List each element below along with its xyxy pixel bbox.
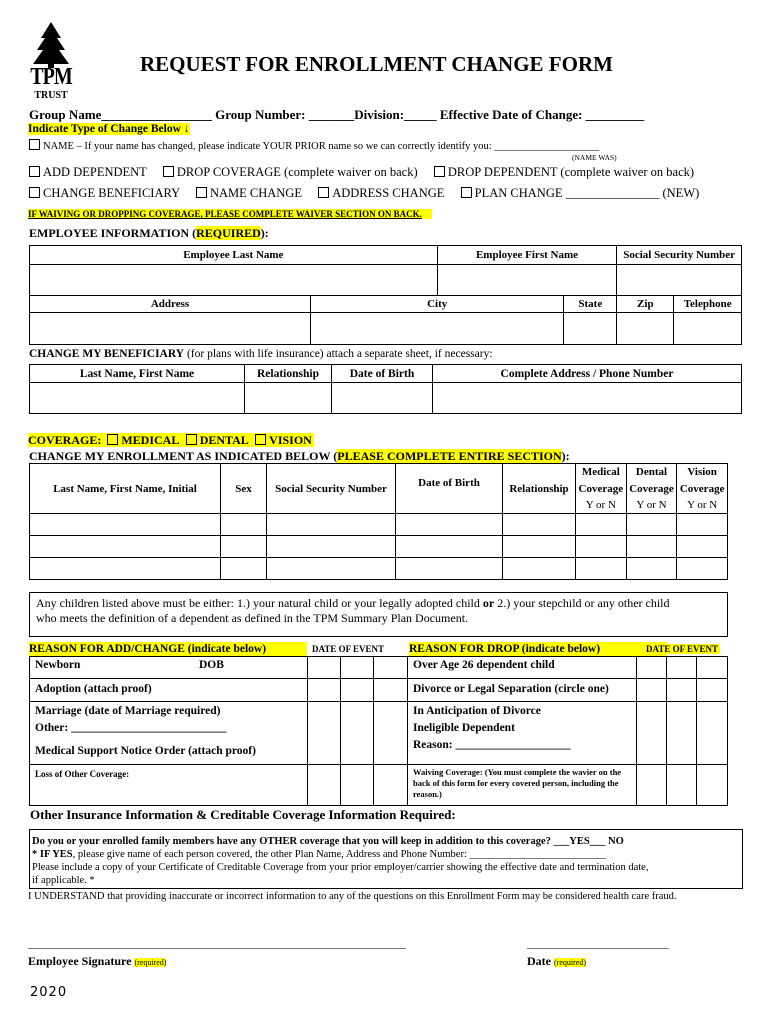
vision-header-1: Vision	[677, 464, 728, 481]
change-enrollment-heading	[29, 449, 570, 464]
other-insurance-question: Do you or your enrolled family members have any OTHER coverage that you will keep in addition to this coverage? ___YES___ NO	[32, 836, 624, 847]
ben-name-header: Last Name, First Name	[30, 365, 245, 383]
enroll-cell[interactable]	[503, 558, 576, 580]
reason-newborn-dob: DOB	[199, 659, 224, 671]
employee-info-heading	[29, 226, 269, 241]
address-change-checkbox[interactable]	[318, 187, 329, 198]
enroll-relationship-header: Relationship	[503, 464, 576, 514]
beneficiary-rest: (for plans with life insurance) attach a separate sheet, if necessary:	[184, 348, 493, 360]
vision-header-2: Coverage	[677, 481, 728, 497]
indicate-type	[28, 123, 190, 135]
drop-over26: Over Age 26 dependent child	[413, 659, 555, 671]
telephone-field[interactable]	[674, 313, 742, 345]
arrow-down-icon: ↓	[180, 123, 190, 135]
beneficiary-table	[29, 364, 742, 414]
if-yes-text: , please give name of each person covered, the other Plan Name, Address and Phone Number: __________________________	[72, 849, 606, 860]
other-insurance-box	[29, 829, 743, 889]
date-label	[527, 954, 586, 969]
telephone-header: Telephone	[674, 296, 742, 313]
date-of-event-add: DATE OF EVENT	[312, 644, 385, 654]
enroll-cell[interactable]	[30, 536, 221, 558]
children-or: or	[482, 596, 495, 610]
enroll-name-header: Last Name, First Name, Initial	[30, 464, 221, 514]
enroll-cell[interactable]	[576, 514, 627, 536]
drop-anticipation: In Anticipation of Divorce	[413, 705, 541, 717]
dental-checkbox[interactable]	[186, 434, 197, 445]
reason-loss: Loss of Other Coverage:	[35, 769, 130, 779]
enroll-cell[interactable]	[626, 558, 677, 580]
zip-header: Zip	[617, 296, 674, 313]
medical-label: MEDICAL	[121, 433, 179, 447]
enroll-cell[interactable]	[267, 558, 396, 580]
name-change-line	[29, 139, 599, 152]
employee-signature-label	[28, 954, 166, 969]
date-label-text: Date	[527, 954, 551, 968]
change-enroll-suffix: ):	[561, 449, 570, 463]
drop-coverage-label: DROP COVERAGE (complete waiver on back)	[176, 165, 418, 179]
enroll-cell[interactable]	[576, 558, 627, 580]
enroll-cell[interactable]	[677, 514, 728, 536]
change-beneficiary-label: CHANGE BENEFICIARY	[43, 186, 180, 200]
change-beneficiary-checkbox[interactable]	[29, 187, 40, 198]
beneficiary-title: CHANGE MY BENEFICIARY	[29, 348, 185, 360]
zip-field[interactable]	[617, 313, 674, 345]
enroll-cell[interactable]	[396, 558, 503, 580]
medical-header-2: Coverage	[576, 481, 627, 497]
enroll-cell[interactable]	[576, 536, 627, 558]
children-note-line-1	[36, 596, 721, 611]
enroll-cell[interactable]	[503, 514, 576, 536]
ben-address-header: Complete Address / Phone Number	[433, 365, 742, 383]
enroll-cell[interactable]	[396, 536, 503, 558]
emp-ssn-header: Social Security Number	[617, 246, 742, 265]
tpm-logo	[26, 22, 76, 102]
ben-dob-field[interactable]	[332, 383, 433, 414]
enroll-ssn-header: Social Security Number	[267, 464, 396, 514]
plan-change-label: PLAN CHANGE _______________ (NEW)	[474, 186, 700, 200]
dental-header-1: Dental	[626, 464, 677, 481]
ben-relationship-header: Relationship	[245, 365, 332, 383]
tree-icon	[31, 22, 71, 68]
drop-divorce: Divorce or Legal Separation (circle one)	[413, 683, 609, 695]
drop-ineligible: Ineligible Dependent	[413, 722, 515, 734]
please-include: Please include a copy of your Certificate of Creditable Coverage from your prior employer/carrier showing the effective date and termination date,	[32, 862, 649, 873]
children-note-2: 2.) your stepchild or any other child	[494, 596, 670, 610]
drop-coverage-checkbox[interactable]	[163, 166, 174, 177]
enroll-sex-header: Sex	[221, 464, 267, 514]
drop-dependent-label: DROP DEPENDENT (complete waiver on back)	[447, 165, 695, 179]
emp-last-name-header: Employee Last Name	[30, 246, 438, 265]
address-header: Address	[30, 296, 311, 313]
dental-label: DENTAL	[199, 433, 249, 447]
signature-required: (required)	[134, 958, 167, 967]
address-change-label: ADDRESS CHANGE	[332, 186, 445, 200]
enroll-row	[30, 558, 728, 580]
employee-info-suffix: ):	[260, 226, 269, 240]
dental-yn: Y or N	[626, 497, 677, 514]
reasons-section	[29, 642, 728, 806]
drop-reason: Reason: ____________________	[413, 739, 571, 751]
if-applicable: if applicable. *	[32, 875, 95, 886]
add-dependent-label: ADD DEPENDENT	[43, 165, 147, 179]
name-change-checkbox[interactable]	[196, 187, 207, 198]
reason-other: Other: ___________________________	[35, 722, 227, 734]
if-yes-line	[32, 848, 740, 861]
state-header: State	[564, 296, 617, 313]
enroll-cell[interactable]	[30, 514, 221, 536]
enrollment-table	[29, 463, 728, 580]
enroll-dob-header: Date of Birth	[396, 464, 503, 514]
reason-marriage: Marriage (date of Marriage required)	[35, 705, 221, 717]
emp-first-name-header: Employee First Name	[437, 246, 617, 265]
other-insurance-title: Other Insurance Information & Creditable Coverage Information Required:	[30, 807, 456, 822]
add-dependent-checkbox[interactable]	[29, 166, 40, 177]
emp-first-name-field[interactable]	[437, 265, 617, 296]
city-field[interactable]	[311, 313, 564, 345]
name-was-label: (NAME WAS)	[572, 153, 617, 162]
employee-info-table	[29, 245, 742, 345]
enroll-cell[interactable]	[677, 558, 728, 580]
enroll-row	[30, 536, 728, 558]
beneficiary-heading	[29, 348, 493, 360]
logo-tpm: TPM	[30, 63, 72, 91]
date-of-event-drop: DATE OF EVENT	[646, 644, 719, 654]
drop-waiving: Waiving Coverage: (You must complete the wavier on the back of this form for every covered person, including the reason.)	[413, 767, 622, 799]
children-note-1: Any children listed above must be either: 1.) your natural child or your legally adopted child	[36, 596, 483, 610]
options-row-1	[29, 165, 694, 180]
date-line[interactable]: ___________________________	[527, 939, 669, 950]
vision-checkbox[interactable]	[255, 434, 266, 445]
plan-change-checkbox[interactable]	[461, 187, 472, 198]
coverage-label: COVERAGE:	[28, 433, 102, 447]
state-field[interactable]	[564, 313, 617, 345]
medical-yn: Y or N	[576, 497, 627, 514]
if-yes-bold: * IF YES	[32, 849, 73, 860]
children-note-box	[29, 592, 728, 637]
enroll-cell[interactable]	[626, 514, 677, 536]
ben-address-field[interactable]	[433, 383, 742, 414]
options-row-2	[29, 186, 699, 201]
employee-signature-text: Employee Signature	[28, 954, 132, 968]
emp-ssn-field[interactable]	[617, 265, 742, 296]
form-year: 2020	[30, 985, 68, 1000]
enroll-cell[interactable]	[677, 536, 728, 558]
reason-drop-header: REASON FOR DROP (indicate below)	[409, 642, 667, 656]
enroll-cell[interactable]	[396, 514, 503, 536]
waiver-note: IF WAIVING OR DROPPING COVERAGE, PLEASE COMPLETE WAIVER SECTION ON BACK.	[28, 209, 432, 219]
coverage-line	[28, 433, 314, 448]
enroll-cell[interactable]	[221, 514, 267, 536]
change-enroll-highlight: PLEASE COMPLETE ENTIRE SECTION	[337, 449, 562, 463]
enroll-cell[interactable]	[626, 536, 677, 558]
vision-yn: Y or N	[677, 497, 728, 514]
reason-add-header: REASON FOR ADD/CHANGE (indicate below)	[29, 642, 307, 656]
enroll-row	[30, 514, 728, 536]
reason-msno: Medical Support Notice Order (attach proof)	[35, 745, 256, 757]
dental-header-2: Coverage	[626, 481, 677, 497]
vision-label: VISION	[269, 433, 312, 447]
children-note-line-2: who meets the definition of a dependent as defined in the TPM Summary Plan Document.	[36, 611, 469, 625]
enroll-cell[interactable]	[503, 536, 576, 558]
date-required: (required)	[554, 958, 586, 967]
enroll-cell[interactable]	[30, 558, 221, 580]
employee-info-required: REQUIRED	[196, 226, 261, 240]
enroll-cell[interactable]	[267, 514, 396, 536]
indicate-type-label: Indicate Type of Change Below	[28, 123, 181, 135]
coverage-highlight	[28, 433, 314, 447]
emp-last-name-field[interactable]	[30, 265, 438, 296]
address-field[interactable]	[30, 313, 311, 345]
logo-trust: TRUST	[34, 90, 68, 101]
group-line[interactable]: Group Name_________________ Group Number: _______Division:_____ Effective Date of Change: _________	[29, 107, 645, 122]
drop-dependent-checkbox[interactable]	[434, 166, 445, 177]
understand-statement: I UNDERSTAND that providing inaccurate or incorrect information to any of the questions on this Enrollment Form may be considered health care fraud.	[28, 891, 677, 902]
name-line-text: NAME – If your name has changed, please indicate YOUR PRIOR name so we can correctly identify you: ____________________	[43, 141, 600, 152]
name-change-label: NAME CHANGE	[209, 186, 302, 200]
page-title: REQUEST FOR ENROLLMENT CHANGE FORM	[140, 52, 613, 76]
employee-info-prefix: EMPLOYEE INFORMATION (	[29, 226, 197, 240]
enroll-cell[interactable]	[267, 536, 396, 558]
signature-line[interactable]: ________________________________________________________________________	[28, 939, 406, 950]
enroll-cell[interactable]	[221, 536, 267, 558]
medical-header-1: Medical	[576, 464, 627, 481]
ben-name-field[interactable]	[30, 383, 245, 414]
ben-relationship-field[interactable]	[245, 383, 332, 414]
ben-dob-header: Date of Birth	[332, 365, 433, 383]
city-header: City	[311, 296, 564, 313]
name-checkbox[interactable]	[29, 139, 40, 150]
reason-newborn: Newborn	[35, 659, 81, 671]
change-enroll-prefix: CHANGE MY ENROLLMENT AS INDICATED BELOW (	[29, 449, 338, 463]
reason-adoption: Adoption (attach proof)	[35, 683, 152, 695]
enroll-cell[interactable]	[221, 558, 267, 580]
medical-checkbox[interactable]	[107, 434, 118, 445]
